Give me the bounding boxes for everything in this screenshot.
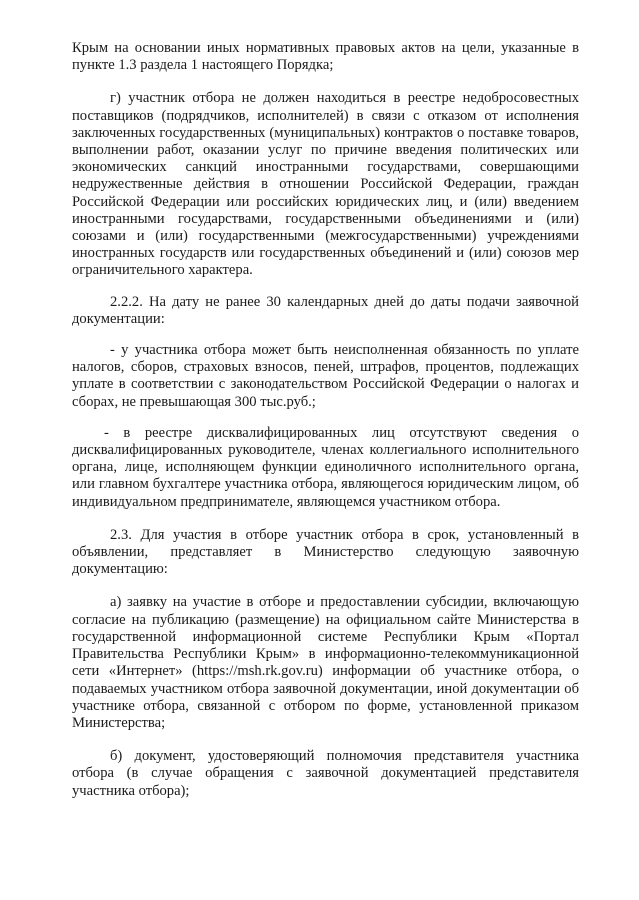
paragraph-2-3: 2.3. Для участия в отборе участник отбора в срок, установленный в объявлении, представляет в Министерство следующую заявочную документацию: <box>72 526 579 578</box>
paragraph-disqualified-registry: - в реестре дисквалифицированных лиц отсутствуют сведения о дисквалифицированных руководителе, членах коллегиального исполнительного органа, лице, исполняющем функции единоличного исполнительного органа, или главном бухгалтере участника отбора, являющегося юридическим лицом, об индивидуальном предпринимателе, являющемся участником отбора. <box>72 424 579 510</box>
paragraph-item-g: г) участник отбора не должен находиться в реестре недобросовестных поставщиков (подрядчиков, исполнителей) в связи с отказом от исполнения заключенных государственных (муниципальных) контрактов о поставке товаров, выполнении работ, оказании услуг по причине введения политических или экономических санкций иностранными государствами, совершающими недружественные действия в отношении Российской Федерации, граждан Российской Федерации или российских юридических лиц, и (или) введением иностранными государствами, государственными объединениями и (или) союзами и (или) государственными (межгосударственными) учреждениями иностранных государств или государственных объединений и (или) союзов мер ограничительного характера. <box>72 90 579 279</box>
paragraph-continuation: Крым на основании иных нормативных правовых актов на цели, указанные в пункте 1.3 раздела 1 настоящего Порядка; <box>72 40 579 74</box>
paragraph-2-2-2: 2.2.2. На дату не ранее 30 календарных дней до даты подачи заявочной документации: <box>72 293 579 327</box>
paragraph-item-a: а) заявку на участие в отборе и предоставлении субсидии, включающую согласие на публикацию (размещение) на официальном сайте Министерства в государственной информационной системе Республики Крым «Портал Правительства Республики Крым» в информационно-телекоммуникационной сети «Интернет» (https://msh.rk.gov.ru) информации об участнике отбора, о подаваемых участником отбора заявочной документации, иной документации об участнике отбора, связанной с отбором по форме, установленной приказом Министерства; <box>72 594 579 731</box>
paragraph-item-b: б) документ, удостоверяющий полномочия представителя участника отбора (в случае обращения с заявочной документацией представителя участника отбора); <box>72 748 579 799</box>
paragraph-tax-obligation: - у участника отбора может быть неисполненная обязанность по уплате налогов, сборов, страховых взносов, пеней, штрафов, процентов, подлежащих уплате в соответствии с законодательством Российской Федерации о налогах и сборах, не превышающая 300 тыс.руб.; <box>72 342 579 410</box>
